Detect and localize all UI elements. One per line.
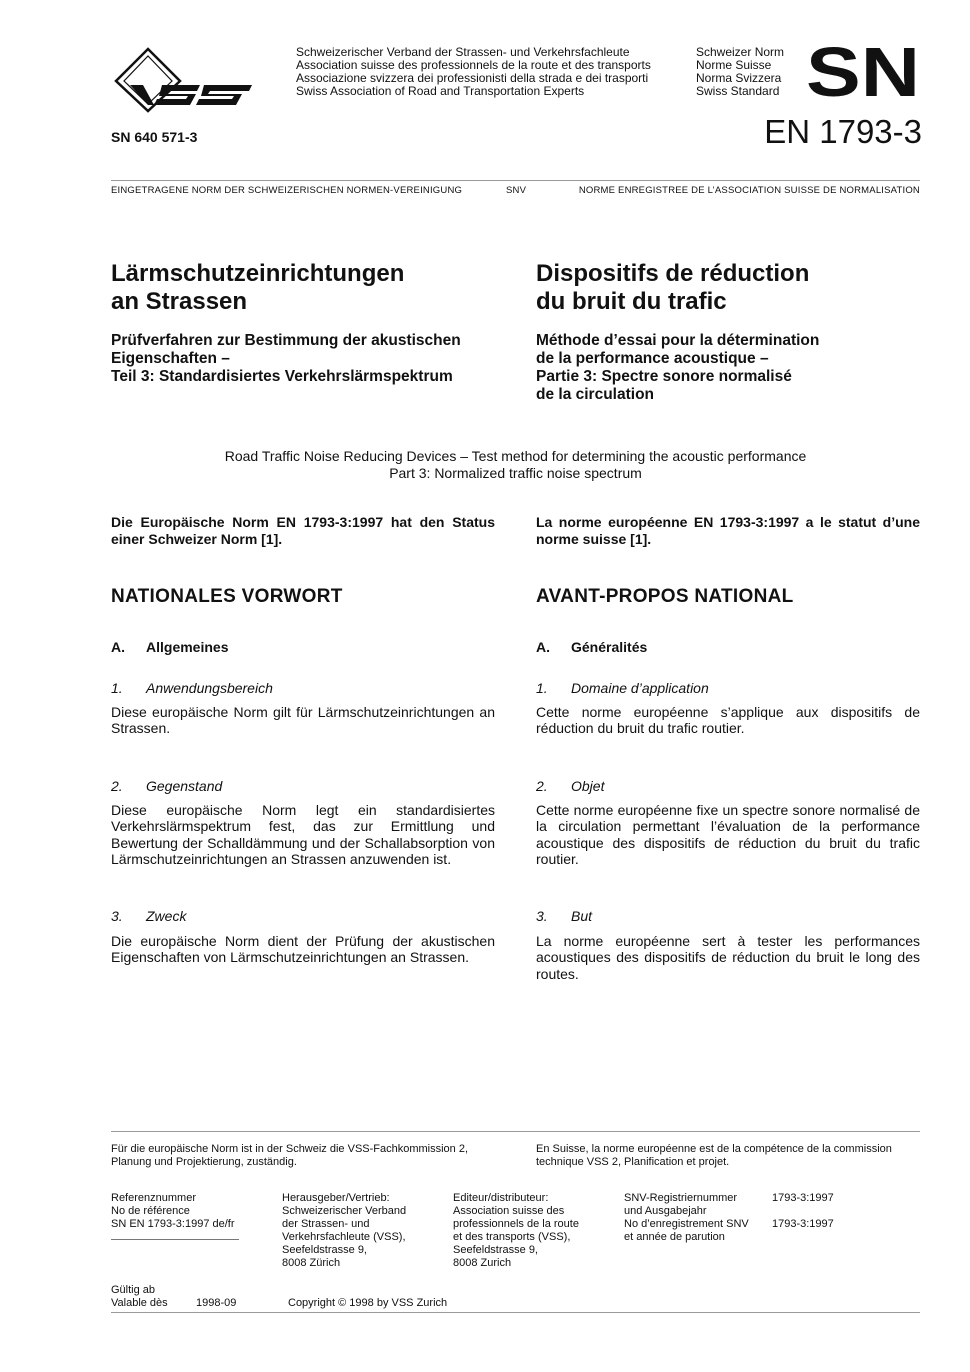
reference-rule bbox=[111, 1239, 239, 1240]
item-2-number: 2. bbox=[536, 778, 548, 794]
valid-date: 1998-09 bbox=[196, 1297, 237, 1309]
snv-label-fr: No d’enregistrement SNV et année de parution bbox=[624, 1218, 749, 1243]
title-en bbox=[111, 448, 920, 482]
snv-value-de: 1793-3:1997 bbox=[772, 1192, 834, 1204]
item-2-de bbox=[111, 778, 222, 794]
title-en-line2: Part 3: Normalized traffic noise spectrum bbox=[389, 465, 642, 481]
item-3-number: 3. bbox=[536, 908, 548, 924]
status-de: Die Europäische Norm EN 1793-3:1997 hat den Status einer Schweizer Norm [1]. bbox=[111, 514, 495, 547]
item-1-text-de: Diese europäische Norm gilt für Lärmschutzeinrichtungen an Strassen. bbox=[111, 704, 495, 737]
item-1-number: 1. bbox=[111, 680, 123, 696]
item-1-number: 1. bbox=[536, 680, 548, 696]
svg-text:SN: SN bbox=[806, 42, 920, 98]
registry-left: EINGETRAGENE NORM DER SCHWEIZERISCHEN NORMEN-VEREINIGUNG bbox=[111, 185, 463, 196]
foreword-fr: AVANT-PROPOS NATIONAL bbox=[536, 586, 794, 607]
copyright: Copyright © 1998 by VSS Zurich bbox=[288, 1297, 448, 1309]
item-2-text-fr: Cette norme européenne fixe un spectre sonore normalisé de la circulation permettant l’évaluation de la performance acoustique des dispositifs de réduction du bruit du trafic routier. bbox=[536, 802, 920, 867]
item-3-title: But bbox=[571, 908, 593, 924]
item-2-text-de: Diese europäische Norm legt ein standardisiertes Verkehrslärmspektrum fest, das zur Ermittlung und Bewertung der Schalldämmung und der Schallabsorption von Lärmschutzeinrichtungen an Strassen anzuwenden ist. bbox=[111, 802, 495, 867]
publisher-de: Herausgeber/Vertrieb: Schweizerischer Verband der Strassen- und Verkehrsfachleute (VSS), Seefeldstrasse 9, 8008 Zürich bbox=[282, 1192, 407, 1269]
sn-logo bbox=[806, 42, 922, 103]
section-a-fr bbox=[536, 639, 647, 655]
association-names: Schweizerischer Verband der Strassen- und Verkehrsfachleute Association suisse des professionnels de la route et des transports Associazione svizzera dei professionisti della strada e dei trasporti Swiss Association of Road and Transportation Experts bbox=[296, 45, 651, 98]
footer-note-fr: En Suisse, la norme européenne est de la compétence de la commission technique VSS 2, Planification et projet. bbox=[536, 1143, 892, 1168]
subtitle-fr: Méthode d’essai pour la détermination de la performance acoustique – Partie 3: Spectre sonore normalisé de la circulation bbox=[536, 332, 820, 403]
footer-note-de: Für die europäische Norm ist in der Schweiz die VSS-Fachkommission 2, Planung und Projektierung, zuständig. bbox=[111, 1143, 469, 1168]
registry-mid: SNV bbox=[506, 185, 527, 196]
item-2-title: Objet bbox=[571, 778, 605, 794]
reference-number: Referenznummer No de référence SN EN 1793-3:1997 de/fr bbox=[111, 1192, 235, 1230]
item-3-title: Zweck bbox=[146, 908, 187, 924]
section-a-title: Allgemeines bbox=[146, 639, 229, 655]
item-3-number: 3. bbox=[111, 908, 123, 924]
section-a-de bbox=[111, 639, 228, 655]
title-de: Lärmschutzeinrichtungen an Strassen bbox=[111, 260, 405, 315]
snv-label-de: SNV-Registriernummer und Ausgabejahr bbox=[624, 1192, 738, 1217]
standard-type: Schweizer Norm Norme Suisse Norma Svizzera Swiss Standard bbox=[696, 45, 785, 98]
footer-rule-bottom bbox=[111, 1312, 920, 1313]
snv-value-fr: 1793-3:1997 bbox=[772, 1218, 834, 1230]
title-fr: Dispositifs de réduction du bruit du trafic bbox=[536, 260, 810, 315]
item-3-text-de: Die europäische Norm dient der Prüfung der akustischen Eigenschaften von Lärmschutzeinrichtungen an Strassen. bbox=[111, 933, 495, 966]
status-fr: La norme européenne EN 1793-3:1997 a le statut d’une norme suisse [1]. bbox=[536, 514, 920, 547]
sn-number: SN 640 571-3 bbox=[111, 129, 198, 145]
footer-rule-top bbox=[111, 1131, 920, 1132]
item-3-fr bbox=[536, 908, 592, 924]
item-2-number: 2. bbox=[111, 778, 123, 794]
publisher-fr: Editeur/distributeur: Association suisse des professionnels de la route et des transports (VSS), Seefeldstrasse 9, 8008 Zurich bbox=[453, 1192, 579, 1269]
item-3-text-fr: La norme européenne sert à tester les performances acoustiques des dispositifs de réduction du bruit le long des routes. bbox=[536, 933, 920, 982]
registry-right: NORME ENREGISTREE DE L’ASSOCIATION SUISSE DE NORMALISATION bbox=[578, 185, 920, 196]
item-1-fr bbox=[536, 680, 709, 696]
item-2-fr bbox=[536, 778, 604, 794]
foreword-de: NATIONALES VORWORT bbox=[111, 586, 343, 607]
section-a-title: Généralités bbox=[571, 639, 648, 655]
item-1-text-fr: Cette norme européenne s’applique aux dispositifs de réduction du bruit du trafic routier. bbox=[536, 704, 920, 737]
title-en-line1: Road Traffic Noise Reducing Devices – Test method for determining the acoustic performance bbox=[224, 448, 807, 464]
item-2-title: Gegenstand bbox=[146, 778, 223, 794]
valid-label: Gültig ab Valable dès bbox=[111, 1284, 168, 1309]
item-1-de bbox=[111, 680, 273, 696]
item-1-title: Anwendungsbereich bbox=[146, 680, 273, 696]
section-a-letter: A. bbox=[536, 639, 550, 655]
item-1-title: Domaine d’application bbox=[571, 680, 709, 696]
header-rule bbox=[111, 180, 920, 181]
subtitle-de: Prüfverfahren zur Bestimmung der akustischen Eigenschaften – Teil 3: Standardisiertes Verkehrslärmspektrum bbox=[111, 332, 461, 385]
vss-logo bbox=[110, 45, 255, 115]
section-a-letter: A. bbox=[111, 639, 125, 655]
item-3-de bbox=[111, 908, 186, 924]
en-number: EN 1793-3 bbox=[764, 113, 922, 150]
